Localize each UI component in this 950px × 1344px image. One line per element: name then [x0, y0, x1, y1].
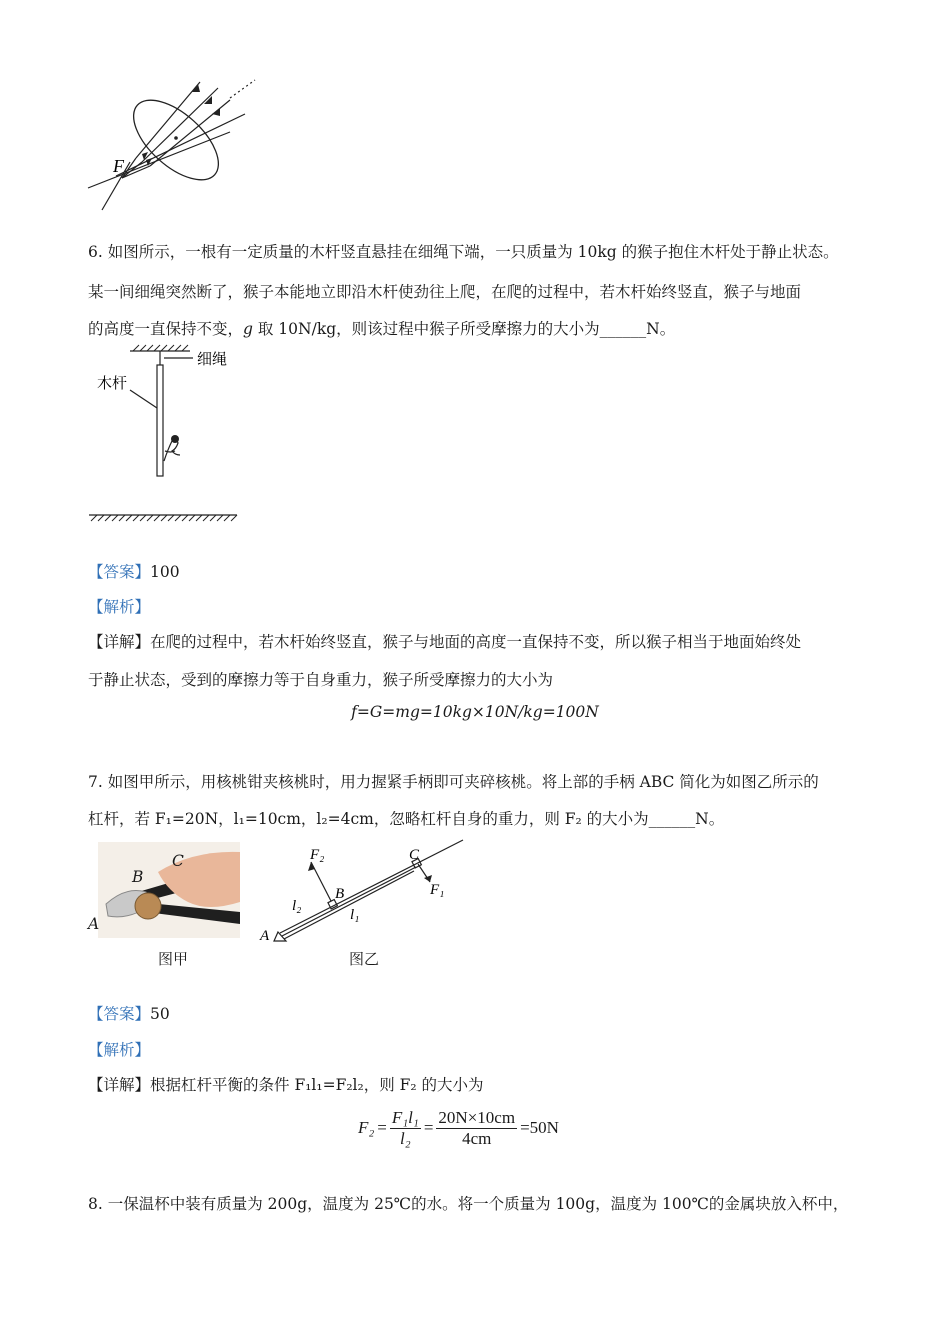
- photo-label-b: B: [132, 868, 144, 886]
- q6-detail-line1: [88, 630, 801, 652]
- q6-text-line3: [88, 317, 675, 339]
- q6-formula: f=G=mg=10kg×10N/kg=100N: [351, 703, 599, 721]
- q6-text-line3-b: 取 10N/kg，则该过程中猴子所受摩擦力的大小为______N。: [252, 320, 676, 338]
- q7-answer-tag: 【答案】: [88, 1005, 151, 1023]
- focus-label: F: [113, 156, 124, 176]
- formula-frac2: [436, 1108, 517, 1149]
- q6-detail-line2: 于静止状态，受到的摩擦力等于自身重力，猴子所受摩擦力的大小为: [88, 671, 554, 689]
- diagram-label-b: B: [335, 886, 345, 902]
- q6-text-line1: 6. 如图所示，一根有一定质量的木杆竖直悬挂在细绳下端，一只质量为 10kg 的猴子抱住木杆处于静止状态。: [88, 243, 839, 261]
- formula-num2: 20N×10cm: [438, 1107, 516, 1127]
- q7-detail-text: 根据杠杆平衡的条件 F₁l₁=F₂l₂，则 F₂ 的大小为: [150, 1076, 484, 1094]
- photo-label-c: C: [172, 852, 184, 870]
- formula-num1: F₁l₁: [391, 1107, 419, 1127]
- lever-diagram: [258, 838, 468, 948]
- formula-lhs: F₂: [358, 1118, 375, 1137]
- diagram-label-f1: F₁: [430, 882, 445, 898]
- nutcracker-photo: [98, 842, 240, 938]
- diagram-label-c: C: [409, 847, 420, 863]
- diagram-label-a: A: [260, 928, 270, 944]
- q6-detail-text1: 在爬的过程中，若木杆始终竖直，猴子与地面的高度一直保持不变，所以猴子相当于地面始终处: [150, 633, 802, 651]
- formula-frac1: [390, 1108, 421, 1149]
- monkey-pole-figure: [85, 343, 245, 523]
- q7-answer-row: [88, 1002, 170, 1024]
- lens-ray-diagram: [80, 70, 280, 215]
- q7-text-line2: 杠杆，若 F₁=20N，l₁=10cm，l₂=4cm，忽略杠杆自身的重力，则 F₂ 的大小为______N。: [88, 810, 725, 828]
- q7-answer-value: 50: [150, 1005, 170, 1023]
- q6-analysis-label: 【解析】: [88, 598, 151, 616]
- diagram-label-l1: l₁: [350, 907, 360, 923]
- rope-label: 细绳: [197, 350, 228, 368]
- q6-text-line2: 某一间细绳突然断了，猴子本能地立即沿木杆使劲往上爬，在爬的过程中，若木杆始终竖直，猴子与地面: [88, 283, 802, 301]
- formula-den1: l₂: [400, 1128, 411, 1148]
- formula-eq2: =: [423, 1118, 434, 1137]
- q7-analysis-label: 【解析】: [88, 1041, 151, 1059]
- formula-eq1: =: [377, 1118, 387, 1137]
- q6-g-symbol: g: [243, 320, 253, 338]
- q6-text-line3-a: 的高度一直保持不变，: [88, 320, 244, 338]
- q6-answer-row: [88, 560, 180, 582]
- q6-answer-value: 100: [150, 563, 180, 581]
- q6-detail-tag: 【详解】: [88, 633, 151, 651]
- diagram-label-l2: l₂: [292, 898, 302, 914]
- formula-result: =50N: [520, 1118, 559, 1137]
- q7-analysis-tag: [88, 1038, 150, 1060]
- q7-detail-tag: 【详解】: [88, 1076, 151, 1094]
- caption-figure-b: 图乙: [349, 950, 380, 968]
- pole-label: 木杆: [97, 374, 128, 392]
- caption-figure-a: 图甲: [158, 950, 189, 968]
- photo-label-a: A: [88, 915, 100, 933]
- q7-detail-line: [88, 1073, 484, 1095]
- q8-text-line1: 8. 一保温杯中装有质量为 200g，温度为 25℃的水。将一个质量为 100g，温度为 100℃的金属块放入杯中，: [88, 1195, 849, 1213]
- q7-formula: [358, 1100, 559, 1156]
- formula-den2: 4cm: [462, 1128, 492, 1148]
- q7-text-line1: 7. 如图甲所示，用核桃钳夹核桃时，用力握紧手柄即可夹碎核桃。将上部的手柄 ABC 简化为如图乙所示的: [88, 773, 819, 791]
- q6-analysis-tag: [88, 595, 150, 617]
- diagram-label-f2: F₂: [310, 847, 325, 863]
- q6-answer-tag: 【答案】: [88, 563, 151, 581]
